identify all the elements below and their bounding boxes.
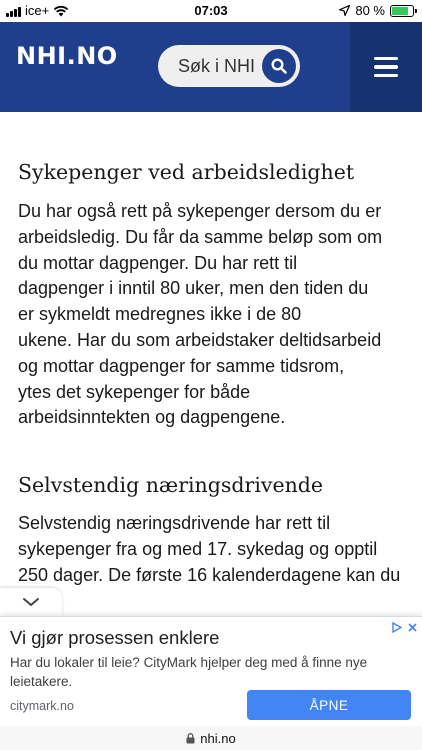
status-right [339,3,414,18]
section-paragraph [18,511,408,588]
paragraph-line: sykepenger fra og med 17. sykedag og opptil [18,538,378,559]
search-box [158,45,300,87]
paragraph-line: dagpenger i inntil 80 uker, men den tiden du [18,278,369,299]
paragraph-line: Du har også rett på sykepenger dersom du er [18,201,382,221]
url-bar[interactable] [0,726,422,750]
paragraph-line: arbeidsledig. Du får da samme beløp som om [18,226,383,247]
location-arrow-icon [339,5,350,16]
status-bar [0,0,422,22]
adchoices-icon[interactable] [389,620,403,634]
paragraph-line: er sykmeldt medregnes ikke i de 80 [18,304,302,325]
search-button[interactable] [262,49,296,83]
search-input[interactable] [178,45,258,87]
paragraph-line: og mottar dagpenger for samme tidsrom, [18,355,345,376]
ad-domain: citymark.no [10,699,74,713]
chevron-down-icon [22,597,40,607]
battery-level [392,7,408,15]
section-heading: Selvstendig næringsdrivende [18,473,324,498]
paragraph-line: ukene. Har du som arbeidstaker deltidsarbeid [18,329,382,350]
paragraph-line: ytes det sykepenger for både [18,381,251,402]
carrier-name: ice+ [25,3,50,18]
section-heading: Sykepenger ved arbeidsledighet [18,160,355,184]
hamburger-menu-icon[interactable] [350,22,422,112]
ad-open-button[interactable]: ÅPNE [247,690,411,720]
url-text: nhi.no [200,730,236,746]
site-logo[interactable]: NHI.NO [16,42,118,70]
article-content [18,112,408,589]
search-icon [271,58,287,74]
collapse-ad-button[interactable] [0,588,62,616]
ad-banner[interactable] [0,616,422,726]
section-paragraph [18,199,408,431]
close-icon[interactable] [405,620,419,634]
paragraph-line: arbeidsinntekten og dagpengene. [18,407,286,428]
status-time: 07:03 [194,3,228,18]
ad-title[interactable]: Vi gjør prosessen enklere [10,627,220,648]
battery-percent: 80 % [355,3,385,18]
lock-icon [186,733,195,744]
paragraph-line: 250 dager. De første 16 kalenderdagene kan du [18,564,401,585]
site-header [0,22,422,112]
battery-charging-icon [390,5,414,17]
paragraph-line: Selvstendig næringsdrivende har rett til [18,513,331,534]
paragraph-line: du mottar dagpenger. Du har rett til [18,252,298,273]
adchoices [389,620,419,634]
ad-description: Har du lokaler til leie? CityMark hjelper deg med å finne nye leietakere. [10,655,368,689]
